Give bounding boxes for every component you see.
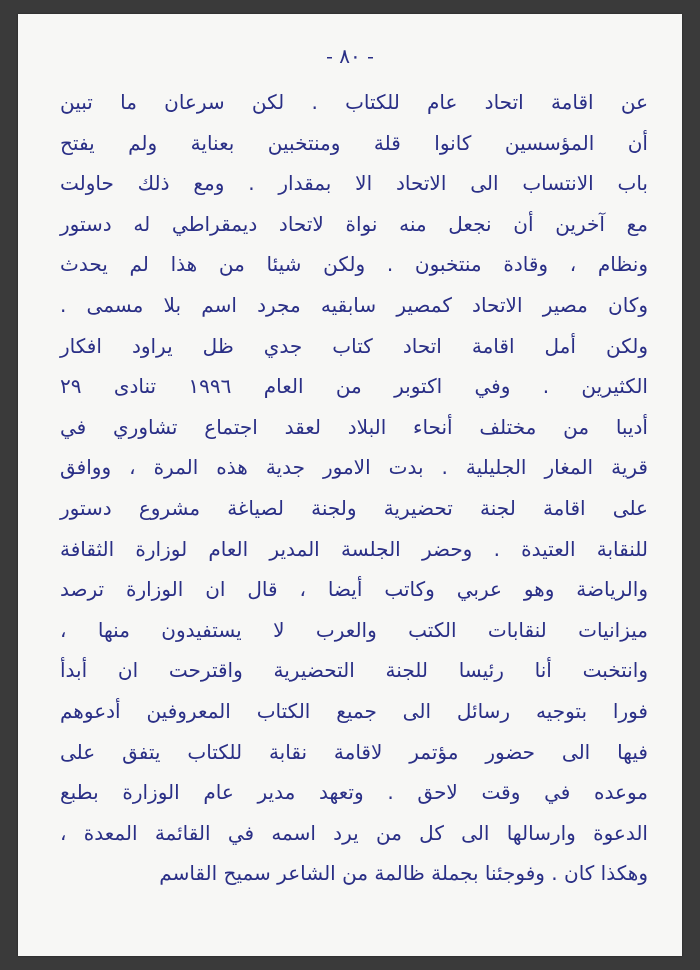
text-line: فيها الى حضور مؤتمر لاقامة نقابة للكتاب يتفق على: [60, 739, 648, 764]
text-line: وانتخبت أنا رئيسا للجنة التحضيرية واقترحت ان أبدأ: [60, 658, 648, 683]
handwritten-page: [18, 14, 682, 956]
handwritten-text-body: [60, 82, 648, 894]
text-line: للنقابة العتيدة . وحضر الجلسة المدير العام لوزارة الثقافة: [60, 536, 648, 561]
text-line: موعده في وقت لاحق . وتعهد مدير عام الوزارة بطبع: [60, 780, 648, 805]
text-line: الدعوة وارسالها الى كل من يرد اسمه في القائمة المعدة ،: [60, 820, 648, 845]
text-line: مع آخرين أن نجعل منه نواة لاتحاد ديمقراطي له دستور: [60, 211, 648, 236]
text-line: ونظام ، وقادة منتخبون . ولكن شيئا من هذا لم يحدث: [60, 252, 648, 277]
text-line: عن اقامة اتحاد عام للكتاب . لكن سرعان ما تبين: [60, 90, 648, 114]
text-line: قرية المغار الجليلية . بدت الامور جدية هذه المرة ، ووافق: [60, 455, 648, 480]
text-line: فورا بتوجيه رسائل الى جميع الكتاب المعروفين أدعوهم: [60, 698, 648, 723]
page-number: - ٨٠ -: [326, 44, 374, 68]
text-line: باب الانتساب الى الاتحاد الا بمقدار . ومع ذلك حاولت: [60, 171, 648, 196]
text-line: ولكن أمل اقامة اتحاد كتاب جدي ظل يراود افكار: [60, 333, 648, 358]
text-line: أديبا من مختلف أنحاء البلاد لعقد اجتماع تشاوري في: [60, 414, 648, 439]
text-line: أن المؤسسين كانوا قلة ومنتخبين بعناية ولم يفتح: [60, 130, 648, 155]
text-line: الكثيرين . وفي اكتوبر من العام ١٩٩٦ تنادى ٢٩: [60, 374, 648, 399]
text-line: وكان مصير الاتحاد كمصير سابقيه مجرد اسم بلا مسمى .: [60, 292, 648, 317]
text-line: والرياضة وهو عربي وكاتب أيضا ، قال ان الوزارة ترصد: [60, 577, 648, 602]
text-line: على اقامة لجنة تحضيرية ولجنة لصياغة مشروع دستور: [60, 495, 648, 520]
text-line: ميزانيات لنقابات الكتب والعرب لا يستفيدون منها ،: [60, 617, 648, 642]
text-line: وهكذا كان . وفوجئنا بجملة ظالمة من الشاعر سميح القاسم: [159, 861, 648, 886]
